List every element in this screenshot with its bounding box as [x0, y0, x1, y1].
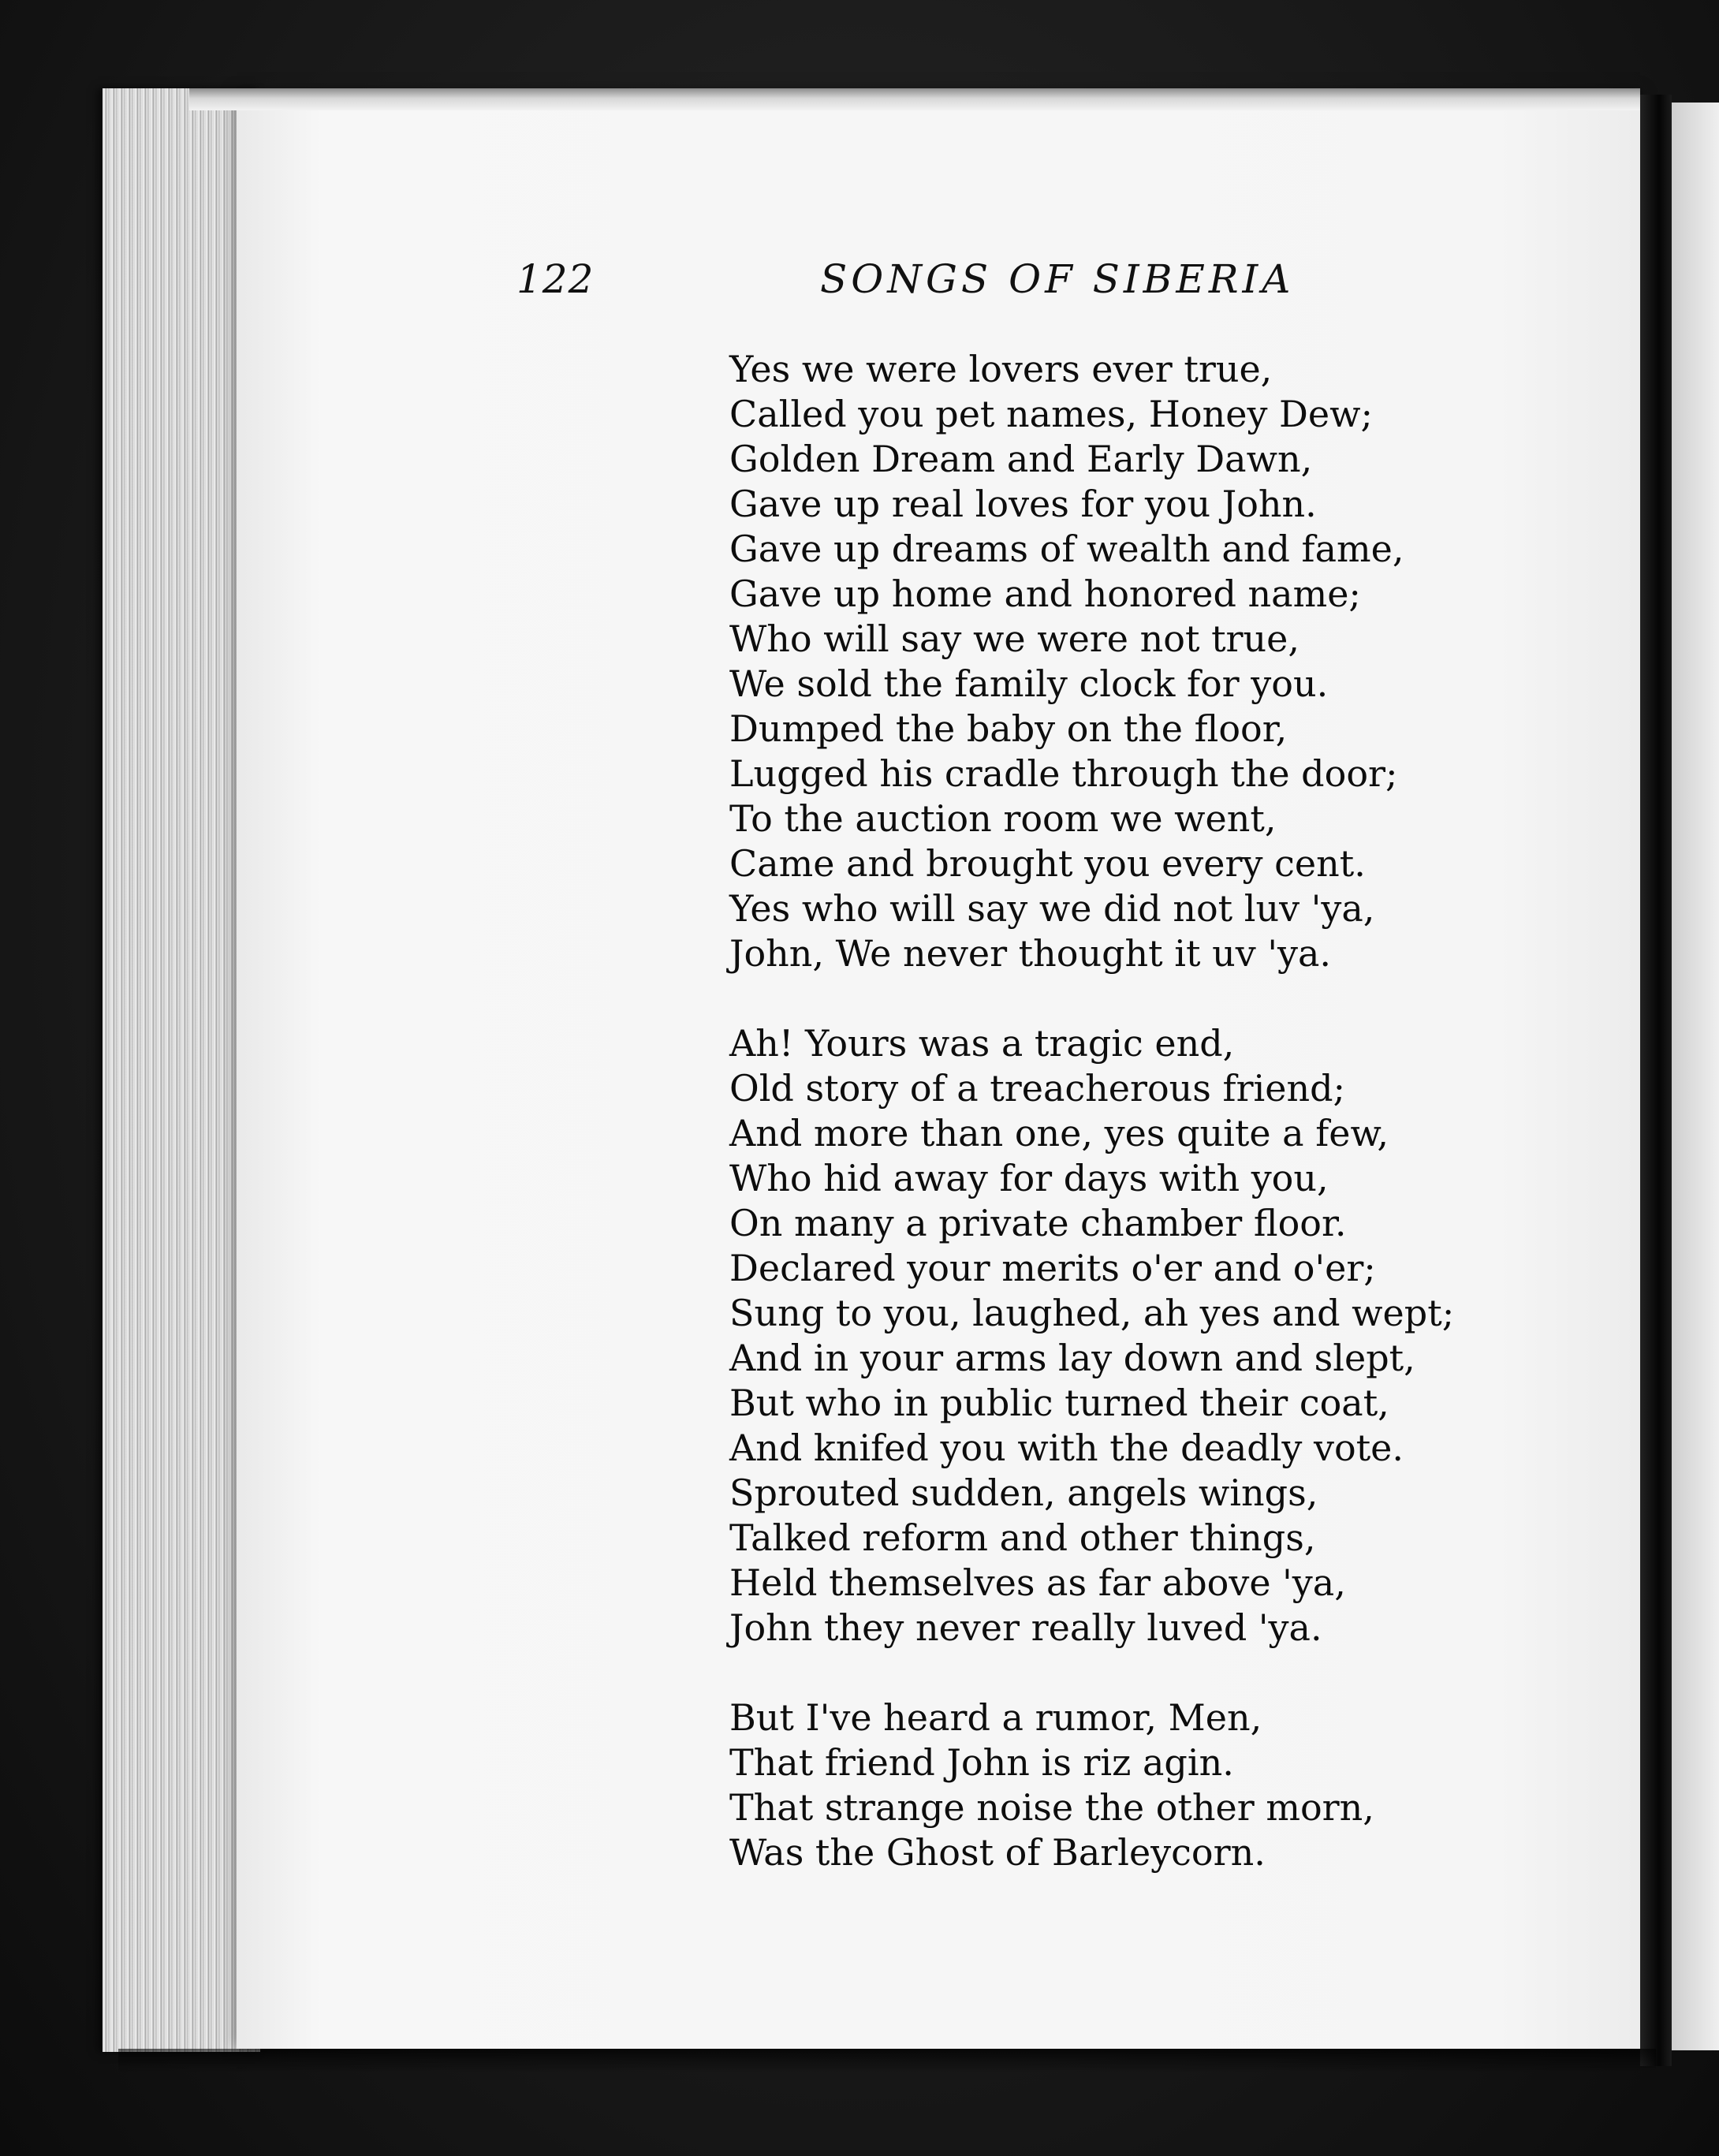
- poem-line: And in your arms lay down and slept,: [729, 1337, 1415, 1379]
- poem-line: Who will say we were not true,: [729, 617, 1300, 660]
- poem-line: Ah! Yours was a tragic end,: [729, 1022, 1235, 1065]
- page-bottom-shadow: [118, 2049, 1656, 2072]
- poem-line: Sung to you, laughed, ah yes and wept;: [729, 1292, 1455, 1334]
- poem-line: Was the Ghost of Barleycorn.: [729, 1831, 1266, 1874]
- poem-line: Yes who will say we did not luv 'ya,: [729, 887, 1375, 930]
- poem-line: Golden Dream and Early Dawn,: [729, 438, 1313, 480]
- poem-line: Old story of a treacherous friend;: [729, 1067, 1346, 1110]
- book-gutter: [1640, 95, 1672, 2066]
- poem-line: Gave up real loves for you John.: [729, 483, 1317, 525]
- poem-line: We sold the family clock for you.: [729, 662, 1329, 705]
- stanza-2: [729, 1021, 1597, 1651]
- poem-line: Came and brought you every cent.: [729, 842, 1366, 885]
- page-top-edge: [189, 88, 1640, 110]
- poem-line: Gave up home and honored name;: [729, 573, 1361, 615]
- poem-line: That strange noise the other morn,: [729, 1786, 1374, 1829]
- poem-line: To the auction room we went,: [729, 797, 1277, 840]
- poem-line: Gave up dreams of wealth and fame,: [729, 528, 1404, 570]
- poem-line: Dumped the baby on the floor,: [729, 707, 1288, 750]
- poem-line: Talked reform and other things,: [729, 1516, 1316, 1559]
- poem-line: Declared your merits o'er and o'er;: [729, 1247, 1376, 1289]
- running-head: [516, 256, 1305, 311]
- book-title: SONGS OF SIBERIA: [820, 256, 1295, 302]
- poem-line: John, We never thought it uv 'ya.: [729, 932, 1332, 975]
- page-number: 122: [516, 256, 595, 302]
- poem-line: Sprouted sudden, angels wings,: [729, 1472, 1318, 1514]
- poem-line: On many a private chamber floor.: [729, 1202, 1347, 1244]
- poem-line: Called you pet names, Honey Dew;: [729, 393, 1374, 435]
- poem-line: And more than one, yes quite a few,: [729, 1112, 1389, 1154]
- poem-line: That friend John is riz agin.: [729, 1741, 1234, 1784]
- poem-line: But I've heard a rumor, Men,: [729, 1696, 1262, 1739]
- poem-line: John they never really luved 'ya.: [729, 1606, 1322, 1649]
- stanza-1: [729, 347, 1597, 976]
- poem-line: Yes we were lovers ever true,: [729, 348, 1273, 390]
- facing-page-edge: [1672, 103, 1719, 2050]
- poem-line: Lugged his cradle through the door;: [729, 752, 1398, 795]
- poem-line: And knifed you with the deadly vote.: [729, 1427, 1404, 1469]
- poem-line: Who hid away for days with you,: [729, 1157, 1329, 1199]
- poem-line: Held themselves as far above 'ya,: [729, 1561, 1346, 1604]
- poem-line: But who in public turned their coat,: [729, 1382, 1389, 1424]
- poem: [729, 347, 1597, 1920]
- stanza-3: [729, 1695, 1597, 1875]
